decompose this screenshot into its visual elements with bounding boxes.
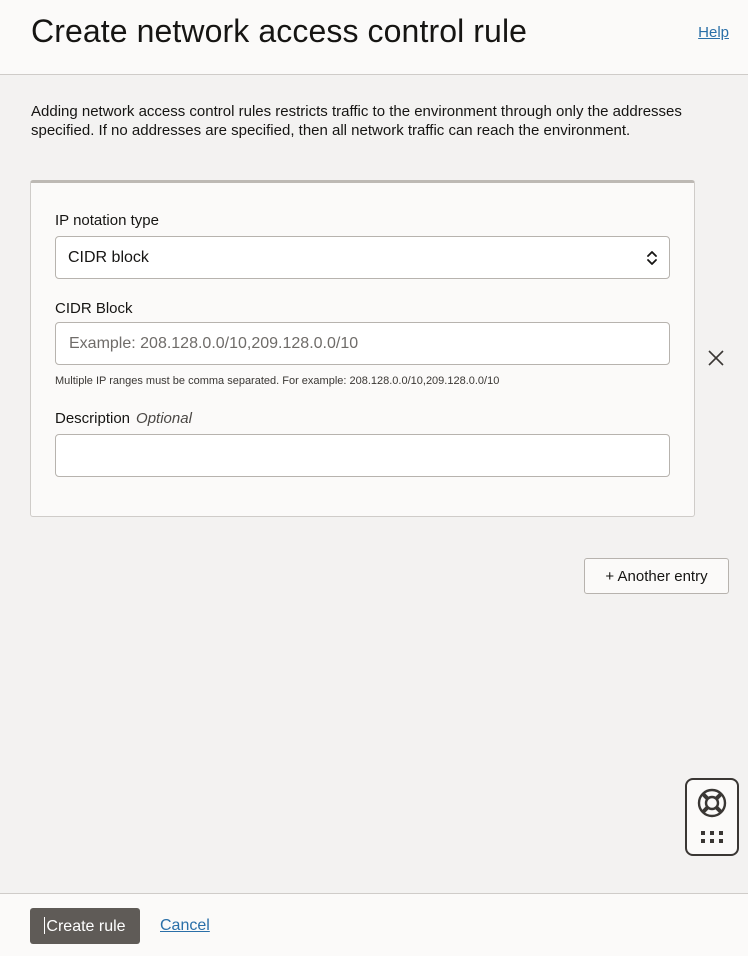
cancel-link[interactable]: Cancel	[160, 917, 210, 934]
add-another-entry-button[interactable]: + Another entry	[584, 558, 729, 594]
cidr-block-hint: Multiple IP ranges must be comma separated. For example: 208.128.0.0/10,209.128.0.0/10	[55, 375, 500, 387]
ip-notation-select[interactable]	[55, 236, 670, 279]
lifebuoy-icon	[696, 787, 728, 819]
select-updown-icon	[645, 248, 659, 268]
description-input[interactable]	[55, 434, 670, 477]
create-rule-label: Create rule	[46, 917, 126, 935]
grid-dots-icon	[700, 830, 724, 844]
page-title: Create network access control rule	[31, 13, 528, 49]
cidr-block-label: CIDR Block	[55, 300, 133, 317]
cidr-block-input[interactable]	[55, 322, 670, 365]
rule-entry-card	[30, 180, 695, 517]
description-label-text: Description	[55, 410, 131, 427]
close-icon[interactable]	[706, 348, 726, 368]
optional-tag: Optional	[136, 410, 192, 427]
ip-notation-selected-value: CIDR block	[68, 248, 149, 266]
help-link[interactable]: Help	[698, 24, 729, 41]
description-label	[55, 410, 192, 427]
page-header	[0, 0, 748, 75]
intro-text: Adding network access control rules restricts traffic to the environment through only the addresses specified. If no addresses are specified, then all network traffic can reach the environment.	[31, 103, 682, 139]
ip-notation-label: IP notation type	[55, 212, 159, 229]
create-rule-button[interactable]	[30, 908, 140, 944]
help-widget[interactable]	[685, 778, 739, 856]
page-footer	[0, 893, 748, 956]
